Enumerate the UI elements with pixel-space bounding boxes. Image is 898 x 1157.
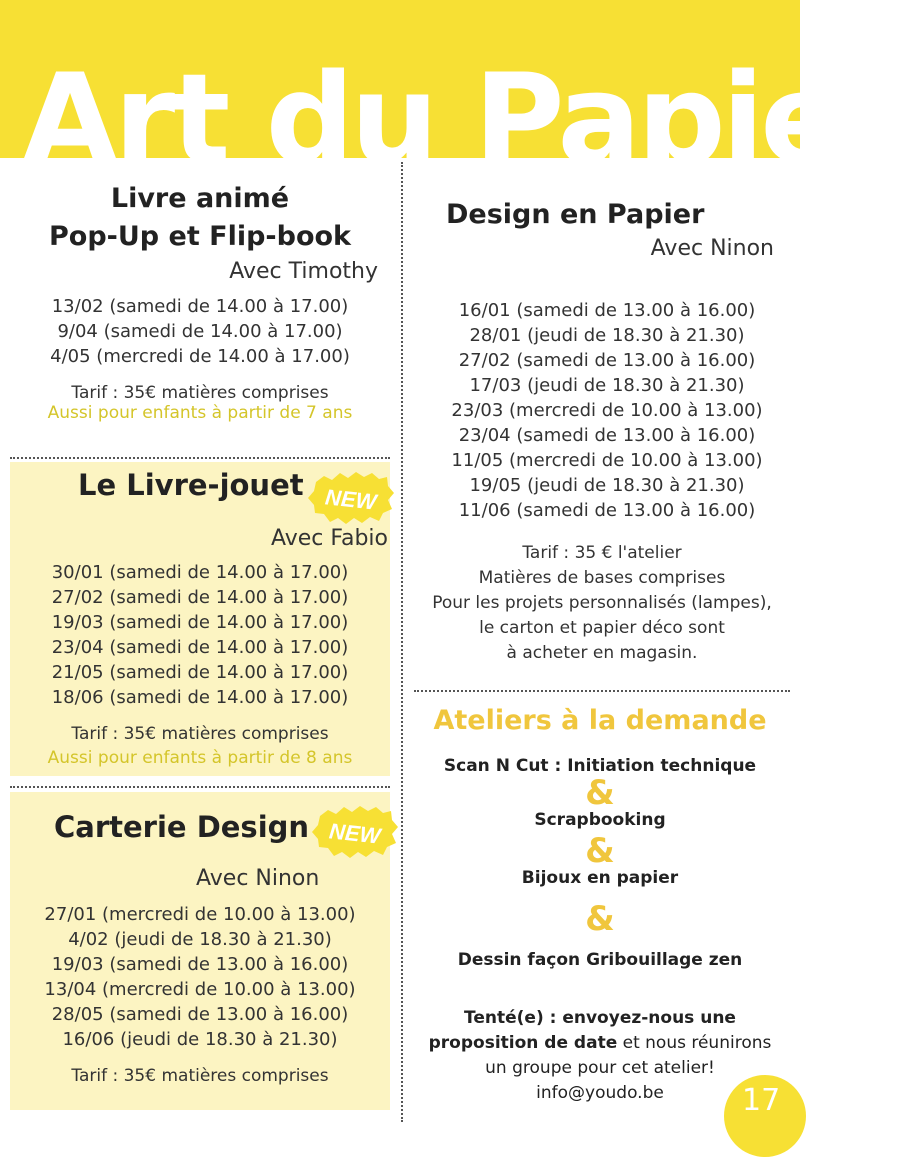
ampersand: & — [585, 773, 615, 813]
date-item: 23/04 (samedi de 14.00 à 17.00) — [51, 637, 349, 658]
demand-item: Scrapbooking — [534, 810, 666, 830]
date-item: 17/03 (jeudi de 18.30 à 21.30) — [469, 375, 745, 396]
section-livre-anime — [10, 180, 390, 423]
date-item: 11/06 (samedi de 13.00 à 16.00) — [458, 500, 756, 521]
date-item: 9/04 (samedi de 14.00 à 17.00) — [57, 321, 343, 342]
price: Tarif : 35 € l'atelier — [522, 543, 682, 563]
date-list — [10, 560, 390, 710]
notes — [412, 541, 792, 666]
note-line: le carton et papier déco sont — [479, 618, 725, 638]
note-line: Matières de bases comprises — [478, 568, 726, 588]
date-item: 19/03 (samedi de 13.00 à 16.00) — [51, 954, 349, 975]
cta-line: un groupe pour cet atelier! — [485, 1058, 715, 1078]
date-item: 19/05 (jeudi de 18.30 à 21.30) — [469, 475, 745, 496]
section-title: Pop-Up et Flip-book — [48, 221, 351, 252]
date-item: 11/05 (mercredi de 10.00 à 13.00) — [451, 450, 763, 471]
note-line: Pour les projets personnalisés (lampes), — [432, 593, 772, 613]
section-title: Le Livre-jouet — [78, 468, 304, 502]
demand-item: Bijoux en papier — [521, 868, 679, 888]
cta-line: Tenté(e) : envoyez-nous une — [464, 1008, 736, 1028]
instructor: Avec Timothy — [229, 259, 378, 284]
cta-line: proposition de date — [428, 1033, 618, 1053]
page-title: Art du Papier — [22, 48, 898, 192]
date-item: 23/03 (mercredi de 10.00 à 13.00) — [451, 400, 763, 421]
date-item: 19/03 (samedi de 14.00 à 17.00) — [51, 612, 349, 633]
date-item: 4/05 (mercredi de 14.00 à 17.00) — [50, 346, 350, 367]
date-item: 16/06 (jeudi de 18.30 à 21.30) — [62, 1029, 338, 1050]
section-design-papier — [412, 196, 792, 666]
section-divider — [10, 786, 390, 788]
column-divider — [401, 162, 403, 1122]
date-item: 28/01 (jeudi de 18.30 à 21.30) — [469, 325, 745, 346]
page-number-badge — [724, 1075, 806, 1157]
note-line: à acheter en magasin. — [506, 643, 698, 663]
price: Tarif : 35€ matières comprises — [71, 1066, 329, 1086]
date-item: 13/04 (mercredi de 10.00 à 13.00) — [44, 979, 356, 1000]
kids-note: Aussi pour enfants à partir de 8 ans — [47, 748, 353, 768]
section-divider — [10, 457, 390, 459]
price: Tarif : 35€ matières comprises — [71, 724, 329, 744]
section-title: Livre animé — [110, 183, 290, 214]
section-title: Ateliers à la demande — [433, 705, 767, 736]
date-item: 27/02 (samedi de 13.00 à 16.00) — [458, 350, 756, 371]
date-list — [10, 902, 390, 1052]
date-list — [412, 298, 792, 523]
badge-text: NEW — [328, 818, 382, 849]
instructor: Avec Fabio — [270, 526, 388, 551]
date-item: 18/06 (samedi de 14.00 à 17.00) — [51, 687, 349, 708]
badge-text: NEW — [324, 484, 378, 515]
page-number: 17 — [742, 1083, 781, 1118]
date-item: 21/05 (samedi de 14.00 à 17.00) — [51, 662, 349, 683]
new-badge — [312, 802, 398, 858]
ampersand: & — [585, 831, 615, 871]
section-title: Carterie Design — [54, 810, 310, 844]
demand-item: Dessin façon Gribouillage zen — [457, 950, 743, 970]
date-item: 27/01 (mercredi de 10.00 à 13.00) — [44, 904, 356, 925]
ampersand: & — [585, 899, 615, 939]
price: Tarif : 35€ matières comprises — [71, 383, 329, 403]
instructor: Avec Ninon — [196, 866, 320, 891]
section-divider — [414, 690, 790, 692]
demand-item: Scan N Cut : Initiation technique — [443, 756, 757, 776]
date-item: 4/02 (jeudi de 18.30 à 21.30) — [68, 929, 332, 950]
date-item: 27/02 (samedi de 14.00 à 17.00) — [51, 587, 349, 608]
section-title: Design en Papier — [446, 199, 705, 230]
kids-note: Aussi pour enfants à partir de 7 ans — [47, 403, 353, 423]
section-livre-jouet — [10, 462, 390, 776]
date-list — [10, 294, 390, 369]
cta-line: et nous réunirons — [617, 1033, 772, 1053]
instructor: Avec Ninon — [650, 236, 774, 261]
date-item: 28/05 (samedi de 13.00 à 16.00) — [51, 1004, 349, 1025]
section-carterie — [10, 792, 390, 1110]
new-badge — [308, 468, 394, 524]
date-item: 30/01 (samedi de 14.00 à 17.00) — [51, 562, 349, 583]
date-item: 13/02 (samedi de 14.00 à 17.00) — [51, 296, 349, 317]
email[interactable]: info@youdo.be — [536, 1083, 664, 1103]
date-item: 16/01 (samedi de 13.00 à 16.00) — [458, 300, 756, 321]
section-demand — [412, 702, 788, 1106]
date-item: 23/04 (samedi de 13.00 à 16.00) — [458, 425, 756, 446]
